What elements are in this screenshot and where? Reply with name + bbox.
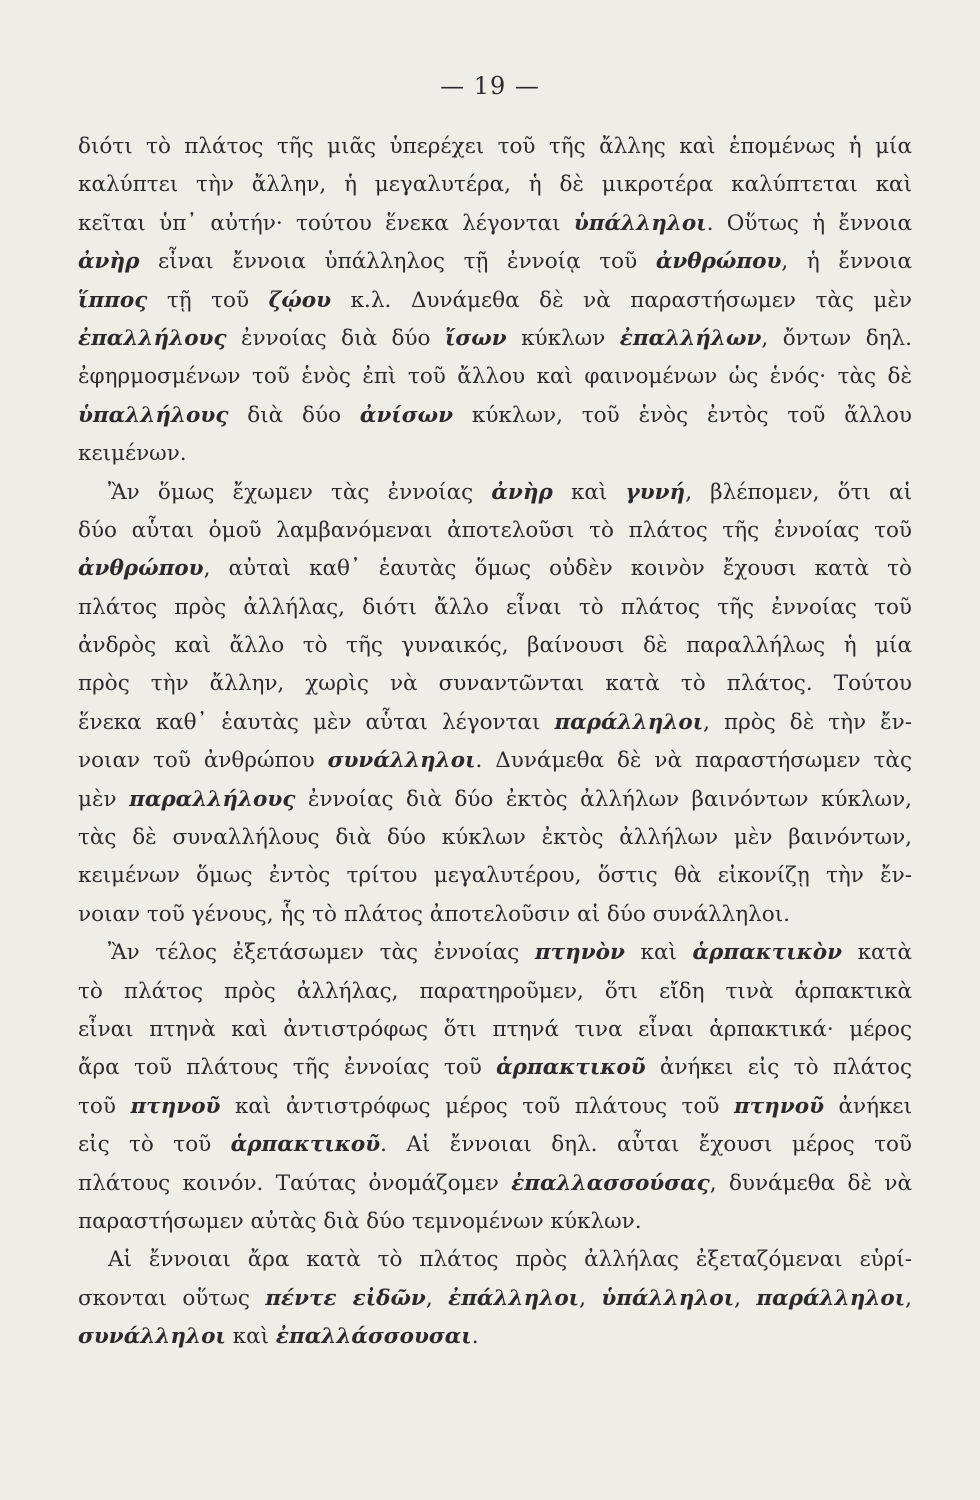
text-segment: ἄρα τοῦ πλάτους τῆς ἐννοίας τοῦ: [78, 1055, 497, 1081]
text-segment: ἐφηρμοσμένων τοῦ ἑνὸς ἐπὶ τοῦ ἄλλου καὶ φαινομένων ὡς ἑνός· τὰς δὲ: [78, 364, 912, 390]
text-segment: πλάτος πρὸς ἀλλήλας, διότι ἄλλο εἶναι τὸ πλάτος τῆς ἐννοίας τοῦ: [78, 594, 912, 620]
text-line: [78, 1088, 912, 1126]
text-segment: , βλέπομεν, ὅτι αἱ: [685, 479, 913, 505]
text-segment: ἀνήκει: [824, 1093, 912, 1119]
emphasized-term: ἁρπακτικοῦ: [496, 1055, 646, 1081]
text-segment: καὶ ἀντιστρόφως μέρος τοῦ πλάτους τοῦ: [220, 1093, 734, 1119]
text-segment: νοιαν τοῦ γένους, ἧς τὸ πλάτος ἀποτελοῦσιν αἱ δύο συνάλληλοι.: [78, 901, 790, 927]
text-segment: τοῦ: [78, 1093, 131, 1119]
emphasized-term: πτηνοῦ: [733, 1093, 824, 1119]
text-line: [78, 819, 912, 857]
text-segment: ἀνήκει εἰς τὸ πλάτος: [645, 1055, 913, 1081]
text-line: [78, 550, 912, 588]
text-segment: , ἡ ἔννοια: [781, 249, 912, 275]
text-segment: τὸ πλάτος πρὸς ἀλλήλας, παρατηροῦμεν, ὅτι εἴδη τινὰ ἁρπακτικὰ: [78, 978, 912, 1004]
text-segment: εἰς τὸ τοῦ: [78, 1132, 231, 1158]
text-segment: μὲν: [78, 786, 130, 812]
emphasized-term: παράλληλοι: [554, 709, 704, 735]
text-line: [78, 1165, 912, 1203]
text-segment: , πρὸς δὲ τὴν ἔν-: [703, 709, 912, 735]
emphasized-term: παράλληλοι: [756, 1285, 906, 1311]
text-segment: κ.λ. Δυνάμεθα δὲ νὰ παραστήσωμεν τὰς μὲν: [331, 287, 913, 313]
text-line: [78, 742, 912, 780]
text-segment: διὰ δύο: [228, 402, 360, 428]
text-line: [78, 857, 912, 895]
emphasized-term: ἁρπακτικὸν: [692, 940, 842, 966]
text-line: [78, 781, 912, 819]
emphasized-term: ἀνθρώπου: [78, 556, 204, 582]
text-segment: ἐννοίας διὰ δύο ἐκτὸς ἀλλήλων βαινόντων κύκλων,: [295, 786, 912, 812]
text-segment: , δυνάμεθα δὲ νὰ: [709, 1170, 913, 1196]
emphasized-term: συνάλληλοι: [327, 748, 476, 774]
emphasized-term: ἐπαλλήλους: [78, 325, 227, 351]
text-segment: ἕνεκα καθ᾽ ἑαυτὰς μὲν αὗται λέγονται: [78, 709, 555, 735]
text-segment: πλάτους κοινόν. Ταύτας ὀνομάζομεν: [78, 1170, 512, 1196]
text-line: [78, 243, 912, 281]
text-segment: Ἂν ὅμως ἔχωμεν τὰς ἐννοίας: [108, 479, 492, 505]
emphasized-term: ἁρπακτικοῦ: [230, 1132, 381, 1158]
text-segment: καὶ: [624, 940, 693, 966]
text-segment: . Δυνάμεθα δὲ νὰ παραστήσωμεν τὰς: [475, 748, 912, 774]
text-segment: κειμένων ὅμως ἐντὸς τρίτου μεγαλυτέρου, ὅστις θὰ εἰκονίζῃ τὴν ἔν-: [78, 863, 912, 889]
emphasized-term: ὑπαλλήλους: [78, 402, 229, 428]
text-segment: κεῖται ὑπ᾽ αὐτήν· τούτου ἕνεκα λέγονται: [78, 210, 574, 236]
page-number: — 19 —: [440, 72, 540, 100]
text-segment: , ὄντων δηλ.: [761, 325, 912, 351]
text-line: [78, 512, 912, 550]
text-segment: ἐννοίας διὰ δύο: [226, 325, 445, 351]
text-segment: καὶ: [225, 1324, 276, 1350]
emphasized-term: παραλλήλους: [129, 786, 296, 812]
text-segment: κύκλων: [506, 325, 620, 351]
emphasized-term: ἀνθρώπου: [655, 249, 782, 275]
text-line: [78, 1049, 912, 1087]
text-line: [78, 589, 912, 627]
emphasized-term: ἐπαλλήλων: [619, 325, 762, 351]
text-line: [78, 627, 912, 665]
emphasized-term: συνάλληλοι: [78, 1324, 226, 1350]
text-segment: .: [471, 1324, 479, 1350]
emphasized-term: ἐπαλλάσσουσαι: [275, 1324, 472, 1350]
text-segment: ,: [579, 1285, 602, 1311]
text-segment: . Αἱ ἔννοιαι δηλ. αὗται ἔχουσι μέρος τοῦ: [380, 1132, 912, 1158]
text-line: [78, 166, 912, 204]
emphasized-term: πτηνὸν: [534, 940, 625, 966]
text-line: [78, 934, 912, 972]
emphasized-term: ὑπάλληλοι: [601, 1285, 735, 1311]
text-line: [78, 1011, 912, 1049]
text-segment: παραστήσωμεν αὐτὰς διὰ δύο τεμνομένων κύκλων.: [78, 1208, 642, 1234]
text-segment: Ἂν τέλος ἐξετάσωμεν τὰς ἐννοίας: [108, 940, 535, 966]
text-segment: πρὸς τὴν ἄλλην, χωρὶς νὰ συναντῶνται κατὰ τὸ πλάτος. Τούτου: [78, 671, 912, 697]
emphasized-term: ἀνὴρ: [78, 249, 140, 275]
text-segment: εἶναι πτηνὰ καὶ ἀντιστρόφως ὅτι πτηνά τινα εἶναι ἁρπακτικά· μέρος: [78, 1016, 912, 1042]
text-segment: κύκλων, τοῦ ἑνὸς ἐντὸς τοῦ ἄλλου: [453, 402, 912, 428]
text-segment: ,: [905, 1285, 912, 1311]
text-line: [78, 1126, 912, 1164]
text-line: [78, 1318, 912, 1356]
text-line: [78, 1280, 912, 1318]
text-segment: κειμένων.: [78, 441, 187, 467]
text-line: [78, 205, 912, 243]
emphasized-term: ἵππος: [78, 287, 148, 313]
text-line: [78, 704, 912, 742]
text-segment: διότι τὸ πλάτος τῆς μιᾶς ὑπερέχει τοῦ τῆς ἄλλης καὶ ἑπομένως ἡ μία: [78, 134, 912, 159]
text-line: [78, 320, 912, 358]
text-line: [78, 1203, 912, 1241]
text-segment: καὶ: [552, 479, 626, 505]
text-segment: τῇ τοῦ: [147, 287, 269, 313]
emphasized-term: πτηνοῦ: [130, 1093, 221, 1119]
text-segment: Αἱ ἔννοιαι ἄρα κατὰ τὸ πλάτος πρὸς ἀλλήλας ἐξεταζόμεναι εὑρί-: [108, 1247, 912, 1273]
text-segment: ,: [425, 1285, 449, 1311]
emphasized-term: ζῴου: [268, 287, 332, 313]
text-line: [78, 896, 912, 934]
text-line: [78, 358, 912, 396]
emphasized-term: ὑπάλληλοι: [573, 210, 707, 236]
emphasized-term: ἀνὴρ: [491, 479, 553, 505]
text-segment: νοιαν τοῦ ἀνθρώπου: [78, 748, 328, 774]
emphasized-term: ἐπάλληλοι: [448, 1285, 580, 1311]
emphasized-term: ἴσων: [444, 325, 507, 351]
text-line: [78, 128, 912, 166]
text-segment: εἶναι ἔννοια ὑπάλληλος τῇ ἐννοίᾳ τοῦ: [139, 249, 656, 275]
text-segment: . Οὕτως ἡ ἔννοια: [706, 210, 912, 236]
text-line: [78, 665, 912, 703]
text-segment: , αὐταὶ καθ᾽ ἑαυτὰς ὅμως οὐδὲν κοινὸν ἔχουσι κατὰ τὸ: [203, 556, 912, 582]
text-segment: τὰς δὲ συναλλήλους διὰ δύο κύκλων ἐκτὸς ἀλλήλων μὲν βαινόντων,: [78, 825, 912, 851]
text-segment: σκονται οὕτως: [78, 1285, 266, 1311]
text-line: [78, 435, 912, 473]
text-segment: κατὰ: [842, 940, 912, 966]
text-segment: δύο αὗται ὁμοῦ λαμβανόμεναι ἀποτελοῦσι τὸ πλάτος τῆς ἐννοίας τοῦ: [78, 517, 912, 543]
text-line: [78, 973, 912, 1011]
text-segment: ἀνδρὸς καὶ ἄλλο τὸ τῆς γυναικός, βαίνουσι δὲ παραλλήλως ἡ μία: [78, 633, 912, 659]
text-line: [78, 1241, 912, 1279]
text-line: [78, 474, 912, 512]
emphasized-term: ἐπαλλασσούσας: [511, 1170, 710, 1196]
text-segment: ,: [734, 1285, 757, 1311]
text-line: [78, 397, 912, 435]
emphasized-term: ἀνίσων: [359, 402, 454, 428]
text-segment: καλύπτει τὴν ἄλλην, ἡ μεγαλυτέρα, ἡ δὲ μικροτέρα καλύπτεται καὶ: [78, 172, 912, 198]
emphasized-term: γυνή: [625, 479, 686, 505]
text-line: [78, 282, 912, 320]
emphasized-term: πέντε εἰδῶν: [265, 1285, 426, 1311]
body-text: [78, 128, 912, 1357]
